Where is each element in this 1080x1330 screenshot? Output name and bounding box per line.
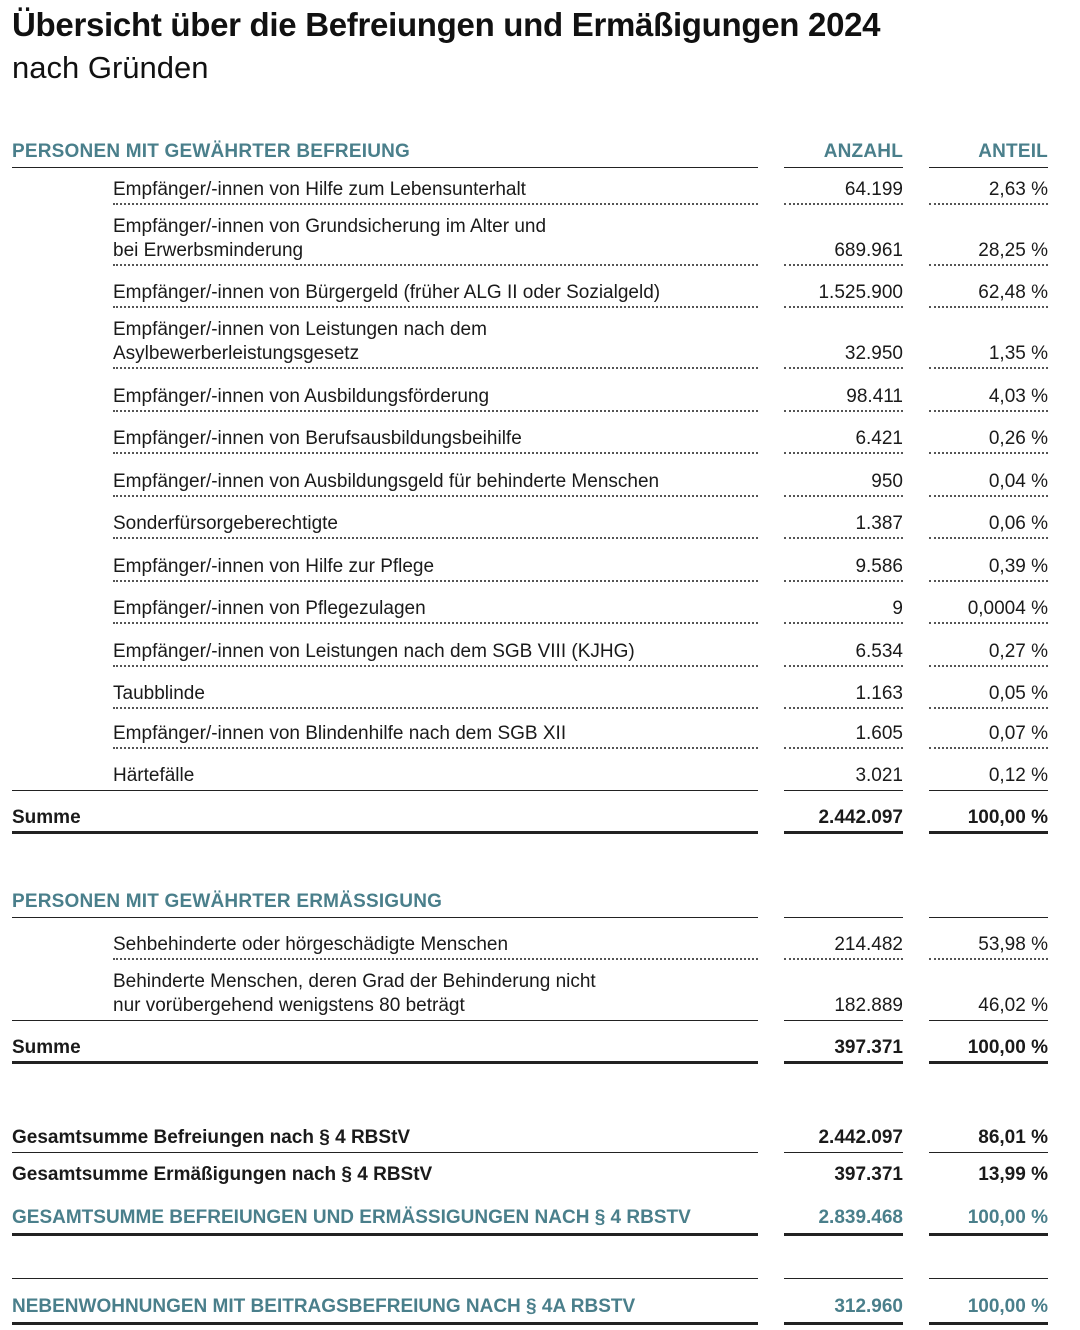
row-label: Empfänger/-innen von Hilfe zum Lebensunterhalt	[113, 179, 526, 200]
nebenwohnungen-anzahl: 312.960	[834, 1296, 903, 1317]
dotted-leader	[113, 747, 758, 749]
dotted-leader	[784, 452, 903, 454]
sum-rule	[784, 790, 903, 791]
row-label: Taubblinde	[113, 683, 205, 704]
row-label: Härtefälle	[113, 765, 195, 786]
row-anzahl: 950	[871, 471, 903, 492]
row-label: Sehbehinderte oder hörgeschädigte Menschen	[113, 934, 509, 955]
grand-total-rule	[784, 1233, 903, 1236]
dotted-leader	[113, 665, 758, 667]
header-rule	[929, 917, 1048, 918]
sum-anzahl: 397.371	[834, 1037, 903, 1058]
row-anteil: 46,02 %	[978, 995, 1048, 1016]
row-anzahl: 6.421	[855, 428, 903, 449]
sum-rule	[929, 1020, 1048, 1021]
row-anteil: 1,35 %	[988, 343, 1048, 364]
sum-rule	[784, 1020, 903, 1021]
row-anzahl: 9.586	[855, 556, 903, 577]
dotted-leader	[929, 747, 1048, 749]
dotted-leader	[929, 264, 1048, 266]
nebenwohnungen-label: NEBENWOHNUNGEN MIT BEITRAGSBEFREIUNG NACH § 4A RBSTV	[12, 1296, 636, 1317]
row-anteil: 28,25 %	[978, 240, 1048, 261]
dotted-leader	[784, 958, 903, 960]
row-anzahl: 182.889	[834, 995, 903, 1016]
dotted-leader	[113, 707, 758, 709]
total-anteil: 86,01 %	[978, 1127, 1048, 1148]
sum-label: Summe	[12, 807, 81, 828]
nebenwohnungen-rule	[929, 1278, 1048, 1279]
sum-rule	[929, 790, 1048, 791]
row-anteil: 0,12 %	[988, 765, 1048, 786]
dotted-leader	[784, 410, 903, 412]
sum-anteil: 100,00 %	[967, 807, 1048, 828]
dotted-leader	[784, 707, 903, 709]
section-ermaessigung-title: PERSONEN MIT GEWÄHRTER ERMÄSSIGUNG	[12, 891, 443, 912]
nebenwohnungen-anteil: 100,00 %	[967, 1296, 1048, 1317]
dotted-leader	[113, 410, 758, 412]
total-anzahl: 397.371	[834, 1164, 903, 1185]
dotted-leader	[929, 622, 1048, 624]
dotted-leader	[113, 306, 758, 308]
total-anteil: 13,99 %	[978, 1164, 1048, 1185]
dotted-leader	[784, 367, 903, 369]
dotted-leader	[784, 495, 903, 497]
header-rule	[929, 167, 1048, 168]
row-label: Empfänger/-innen von Berufsausbildungsbeihilfe	[113, 428, 522, 449]
sum-anzahl: 2.442.097	[818, 807, 903, 828]
row-anteil: 0,26 %	[988, 428, 1048, 449]
total-label: Gesamtsumme Ermäßigungen nach § 4 RBStV	[12, 1164, 433, 1185]
dotted-leader	[929, 452, 1048, 454]
dotted-leader	[113, 495, 758, 497]
nebenwohnungen-rule	[12, 1278, 758, 1279]
sum-rule	[12, 1020, 758, 1021]
header-rule	[12, 917, 758, 918]
dotted-leader	[113, 367, 758, 369]
row-anzahl: 9	[892, 598, 903, 619]
row-anteil: 0,05 %	[988, 683, 1048, 704]
dotted-leader	[929, 306, 1048, 308]
column-header-anteil: ANTEIL	[978, 141, 1048, 162]
page-subtitle: nach Gründen	[12, 50, 209, 85]
nebenwohnungen-bottom-rule	[12, 1322, 758, 1325]
nebenwohnungen-bottom-rule	[784, 1322, 903, 1325]
total-rule	[12, 1152, 758, 1153]
row-label-line1: Behinderte Menschen, deren Grad der Behinderung nicht	[113, 971, 596, 992]
row-anteil: 62,48 %	[978, 282, 1048, 303]
row-anteil: 0,39 %	[988, 556, 1048, 577]
total-label: Gesamtsumme Befreiungen nach § 4 RBStV	[12, 1127, 411, 1148]
grand-total-rule	[12, 1233, 758, 1236]
row-anzahl: 6.534	[855, 641, 903, 662]
sum-label: Summe	[12, 1037, 81, 1058]
nebenwohnungen-bottom-rule	[929, 1322, 1048, 1325]
dotted-leader	[929, 203, 1048, 205]
dotted-leader	[784, 306, 903, 308]
row-label: Empfänger/-innen von Blindenhilfe nach dem SGB XII	[113, 723, 567, 744]
dotted-leader	[113, 537, 758, 539]
sum-double-rule	[784, 1061, 903, 1064]
sum-double-rule	[12, 831, 758, 834]
row-anteil: 0,07 %	[988, 723, 1048, 744]
dotted-leader	[929, 367, 1048, 369]
sum-rule	[12, 790, 758, 791]
row-anteil: 0,06 %	[988, 513, 1048, 534]
row-label: Empfänger/-innen von Leistungen nach dem SGB VIII (KJHG)	[113, 641, 635, 662]
grand-total-rule	[929, 1233, 1048, 1236]
row-label-line1: Empfänger/-innen von Grundsicherung im Alter und	[113, 216, 547, 237]
row-anzahl: 1.387	[855, 513, 903, 534]
row-anzahl: 1.163	[855, 683, 903, 704]
header-rule	[12, 167, 758, 168]
dotted-leader	[929, 958, 1048, 960]
column-header-anzahl: ANZAHL	[823, 141, 903, 162]
dotted-leader	[113, 622, 758, 624]
row-anteil: 0,27 %	[988, 641, 1048, 662]
row-anzahl: 214.482	[834, 934, 903, 955]
row-label-line2: nur vorübergehend wenigstens 80 beträgt	[113, 995, 465, 1016]
sum-double-rule	[929, 1061, 1048, 1064]
row-label-line2: bei Erwerbsminderung	[113, 240, 304, 261]
row-anzahl: 64.199	[844, 179, 903, 200]
dotted-leader	[929, 580, 1048, 582]
row-label: Empfänger/-innen von Ausbildungsgeld für behinderte Menschen	[113, 471, 660, 492]
row-anteil: 2,63 %	[988, 179, 1048, 200]
sum-double-rule	[784, 831, 903, 834]
row-label: Sonderfürsorgeberechtigte	[113, 513, 338, 534]
dotted-leader	[784, 665, 903, 667]
dotted-leader	[929, 537, 1048, 539]
header-rule	[784, 917, 903, 918]
row-anzahl: 32.950	[844, 343, 903, 364]
dotted-leader	[113, 203, 758, 205]
dotted-leader	[113, 452, 758, 454]
row-label: Empfänger/-innen von Pflegezulagen	[113, 598, 426, 619]
row-anteil: 0,0004 %	[967, 598, 1048, 619]
row-label-line2: Asylbewerberleistungsgesetz	[113, 343, 360, 364]
row-anzahl: 3.021	[855, 765, 903, 786]
grand-total-anteil: 100,00 %	[967, 1207, 1048, 1228]
row-anzahl: 98.411	[846, 386, 903, 407]
dotted-leader	[784, 264, 903, 266]
row-anteil: 4,03 %	[988, 386, 1048, 407]
dotted-leader	[113, 958, 758, 960]
dotted-leader	[784, 747, 903, 749]
row-label-line1: Empfänger/-innen von Leistungen nach dem	[113, 319, 487, 340]
section-befreiung-title: PERSONEN MIT GEWÄHRTER BEFREIUNG	[12, 141, 411, 162]
dotted-leader	[113, 264, 758, 266]
dotted-leader	[929, 410, 1048, 412]
row-anzahl: 1.525.900	[818, 282, 903, 303]
dotted-leader	[784, 580, 903, 582]
header-rule	[784, 167, 903, 168]
sum-double-rule	[12, 1061, 758, 1064]
row-anteil: 0,04 %	[988, 471, 1048, 492]
sum-double-rule	[929, 831, 1048, 834]
total-rule	[929, 1152, 1048, 1153]
dotted-leader	[929, 665, 1048, 667]
row-label: Empfänger/-innen von Bürgergeld (früher ALG II oder Sozialgeld)	[113, 282, 661, 303]
dotted-leader	[929, 495, 1048, 497]
dotted-leader	[113, 580, 758, 582]
row-anzahl: 1.605	[855, 723, 903, 744]
nebenwohnungen-rule	[784, 1278, 903, 1279]
dotted-leader	[929, 707, 1048, 709]
total-anzahl: 2.442.097	[818, 1127, 903, 1148]
row-label: Empfänger/-innen von Ausbildungsförderung	[113, 386, 490, 407]
grand-total-anzahl: 2.839.468	[818, 1207, 903, 1228]
dotted-leader	[784, 537, 903, 539]
sum-anteil: 100,00 %	[967, 1037, 1048, 1058]
page-title: Übersicht über die Befreiungen und Ermäßigungen 2024	[12, 6, 881, 43]
row-anteil: 53,98 %	[978, 934, 1048, 955]
total-rule	[784, 1152, 903, 1153]
dotted-leader	[784, 622, 903, 624]
row-anzahl: 689.961	[834, 240, 903, 261]
dotted-leader	[784, 203, 903, 205]
grand-total-label: GESAMTSUMME BEFREIUNGEN UND ERMÄSSIGUNGEN NACH § 4 RBSTV	[12, 1207, 691, 1228]
row-label: Empfänger/-innen von Hilfe zur Pflege	[113, 556, 435, 577]
